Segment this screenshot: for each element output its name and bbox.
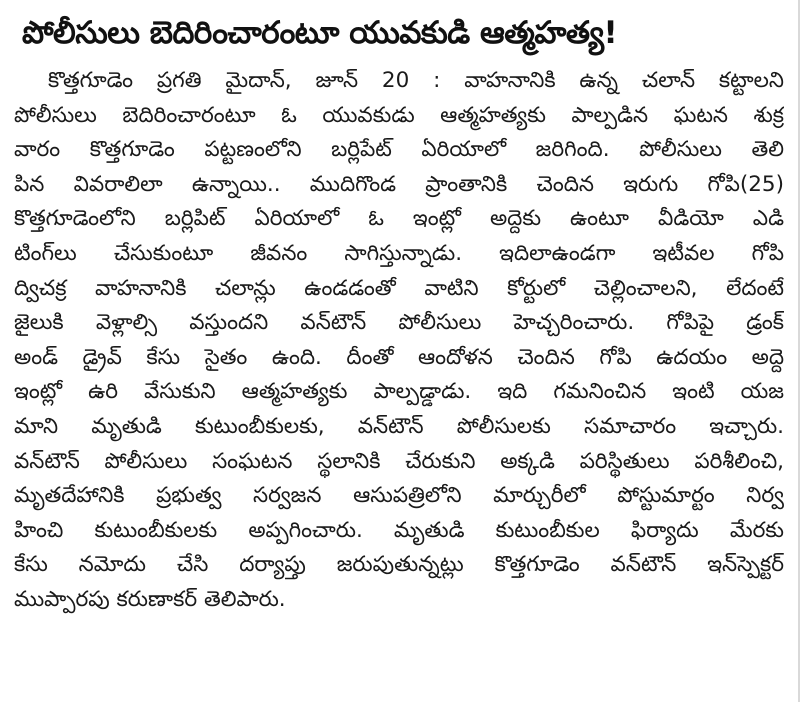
body-line: మృతదేహానికి ప్రభుత్వ సర్వజన ఆసుపత్రిలోని మార్చురీలో పోస్టుమార్టం నిర్వ: [14, 483, 784, 509]
body-line: కేసు నమోదు చేసి దర్యాప్తు జరుపుతున్నట్లు కొత్తగూడెం వన్‌టౌన్ ఇన్‌స్పెక్టర్: [14, 552, 784, 578]
body-line: అండ్ డ్రైవ్ కేసు సైతం ఉంది. దీంతో ఆందోళన చెందిన గోపి ఉదయం అద్దె: [14, 344, 784, 370]
body-line: హించి కుటుంబీకులకు అప్పగించారు. మృతుడి కుటుంబీకుల ఫిర్యాదు మేరకు: [14, 517, 784, 543]
body-line: కొత్తగూడెం ప్రగతి మైదాన్, జూన్ 20 : వాహనానికి ఉన్న చలాన్ కట్టాలని: [48, 68, 784, 93]
body-line: వారం కొత్తగూడెం పట్టణంలోని బర్లిపేట్ ఏరియాలో జరిగింది. పోలీసులు తెలి: [14, 137, 784, 163]
body-line: పోలీసులు బెదిరించారంటూ ఓ యువకుడు ఆత్మహత్యకు పాల్పడిన ఘటన శుక్ర: [14, 102, 784, 128]
body-line: ఇంట్లో ఉరి వేసుకుని ఆత్మహత్యకు పాల్పడ్డాడు. ఇది గమనించిన ఇంటి యజ: [14, 379, 784, 405]
body-line: పిన వివరాలిలా ఉన్నాయి.. ముదిగొండ ప్రాంతానికి చెందిన ఇరుగు గోపి(25): [14, 171, 784, 197]
body-line: వన్‌టౌన్ పోలీసులు సంఘటన స్థలానికి చేరుకుని అక్కడి పరిస్థితులు పరిశీలించి,: [14, 448, 784, 474]
article-body: [14, 64, 784, 618]
body-line: జైలుకి వెళ్లాల్సి వస్తుందని వన్‌టౌన్ పోలీసులు హెచ్చరించారు. గోపిపై డ్రంక్: [14, 310, 784, 336]
body-line: ద్విచక్ర వాహనానికి చలాన్లు ఉండడంతో వాటిని కోర్టులో చెల్లించాలని, లేదంటే: [14, 275, 784, 301]
body-line: ముప్పారపు కరుణాకర్ తెలిపారు.: [14, 586, 286, 612]
body-line: కొత్తగూడెంలోని బర్లిపిట్ ఏరియాలో ఓ ఇంట్లో అద్దెకు ఉంటూ వీడియో ఎడి: [14, 206, 784, 232]
body-line: మాని మృతుడి కుటుంబీకులకు, వన్‌టౌన్ పోలీసులకు సమాచారం ఇచ్చారు.: [14, 413, 784, 439]
article-headline: పోలీసులు బెదిరించారంటూ యువకుడి ఆత్మహత్య!: [22, 15, 618, 51]
body-line: టింగ్‌లు చేసుకుంటూ జీవనం సాగిస్తున్నాడు. ఇదిలాఉండగా ఇటీవల గోపి: [14, 240, 784, 266]
